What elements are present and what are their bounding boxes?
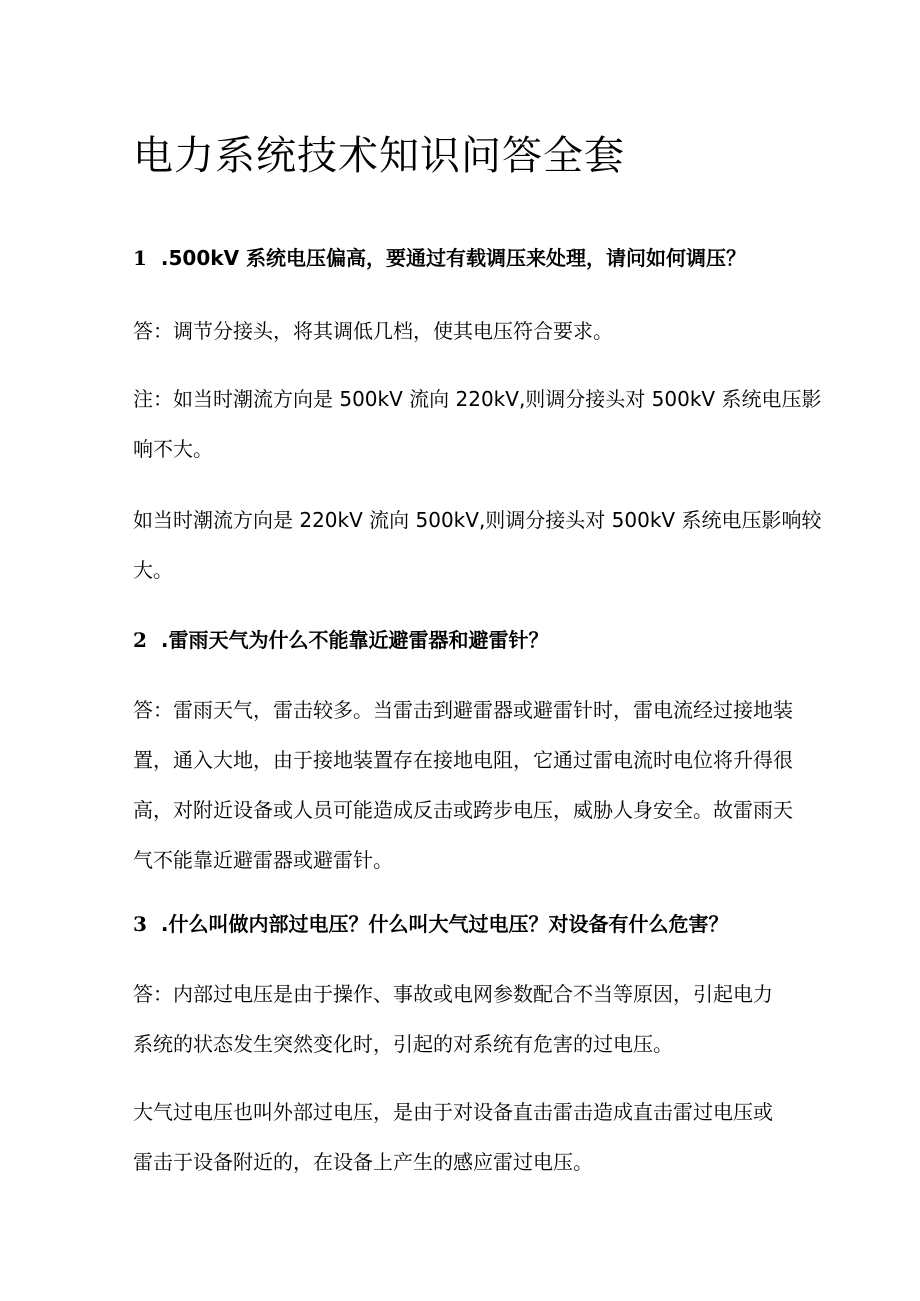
text-line: 注：如当时潮流方向是 500kV 流向 220kV,则调分接头对 500kV 系统电压影 <box>133 387 822 411</box>
answer-3-paragraph-2 <box>133 1087 793 1187</box>
text-line: 置，通入大地，由于接地装置存在接地电阻，它通过雷电流时电位将升得很 <box>133 748 793 772</box>
question-number: 2 <box>133 628 147 652</box>
text-line: 系统的状态发生突然变化时，引起的对系统有危害的过电压。 <box>133 1032 673 1056</box>
answer-1-paragraph-1 <box>133 306 793 356</box>
question-number: 3 <box>133 912 147 936</box>
question-2 <box>133 615 793 665</box>
text-line: 高，对附近设备或人员可能造成反击或跨步电压，威胁人身安全。故雷雨天 <box>133 798 793 822</box>
text-line: 答：雷雨天气，雷击较多。当雷击到避雷器或避雷针时，雷电流经过接地装 <box>133 698 793 722</box>
answer-1-paragraph-3 <box>133 495 822 595</box>
text-line: 气不能靠近避雷器或避雷针。 <box>133 848 393 872</box>
text-line: 答：内部过电压是由于操作、事故或电网参数配合不当等原因，引起电力 <box>133 982 773 1006</box>
answer-2 <box>133 685 793 885</box>
text-line: 响不大。 <box>133 437 213 461</box>
text-line: 如当时潮流方向是 220kV 流向 500kV,则调分接头对 500kV 系统电压影响较 <box>133 508 822 532</box>
question-text: .雷雨天气为什么不能靠近避雷器和避雷针？ <box>160 628 549 652</box>
document-title: 电力系统技术知识问答全套 <box>133 133 625 179</box>
answer-1-note <box>133 374 822 474</box>
answer-3-paragraph-1 <box>133 969 793 1069</box>
question-number: 1 <box>133 246 147 270</box>
question-1 <box>133 233 793 283</box>
text-line: 大。 <box>133 558 173 582</box>
question-text: .500kV 系统电压偏高，要通过有载调压来处理，请问如何调压？ <box>160 246 747 270</box>
text-line: 雷击于设备附近的，在设备上产生的感应雷过电压。 <box>133 1150 593 1174</box>
text-line: 答：调节分接头，将其调低几档，使其电压符合要求。 <box>133 319 613 343</box>
question-3 <box>133 899 793 949</box>
text-line: 大气过电压也叫外部过电压，是由于对设备直击雷击造成直击雷过电压或 <box>133 1100 773 1124</box>
question-text: .什么叫做内部过电压？什么叫大气过电压？对设备有什么危害？ <box>160 912 729 936</box>
